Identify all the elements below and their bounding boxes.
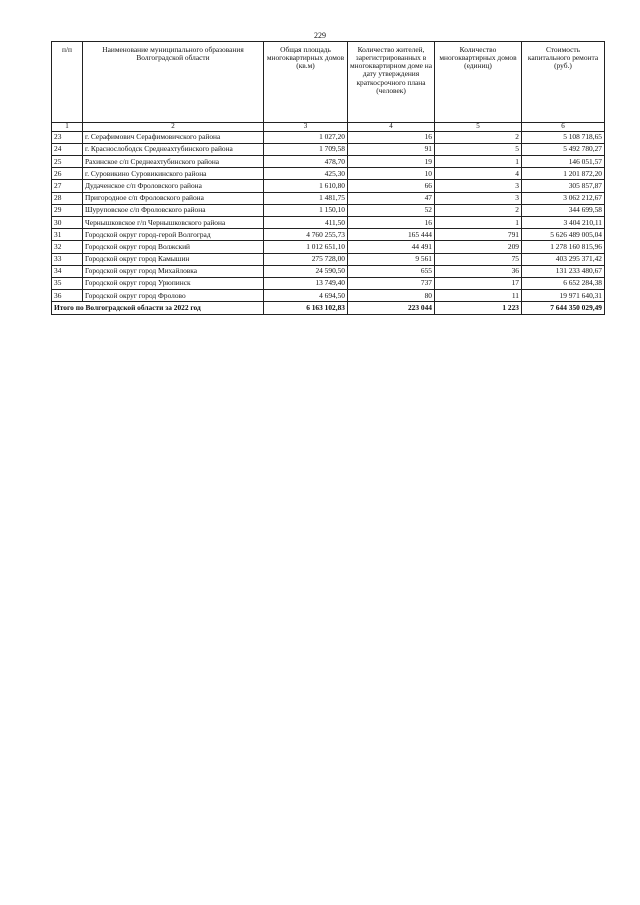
houses-value: 2 bbox=[435, 131, 522, 143]
municipality-name: Городской округ город Фролово bbox=[83, 290, 264, 302]
column-index-cell: 1 bbox=[52, 123, 83, 132]
area-value: 4 694,50 bbox=[264, 290, 348, 302]
cost-value: 5 626 489 005,04 bbox=[522, 229, 605, 241]
header-houses: Количество многоквартирных домов (единиц) bbox=[435, 42, 522, 123]
municipality-name: Пригородное с/п Фроловского района bbox=[83, 192, 264, 204]
residents-value: 9 561 bbox=[348, 253, 435, 265]
header-row bbox=[52, 42, 605, 123]
cost-value: 344 699,58 bbox=[522, 204, 605, 216]
table-row bbox=[52, 168, 605, 180]
column-index-cell: 3 bbox=[264, 123, 348, 132]
houses-value: 75 bbox=[435, 253, 522, 265]
total-residents: 223 044 bbox=[348, 302, 435, 315]
area-value: 1 610,80 bbox=[264, 180, 348, 192]
municipality-name: Городской округ город Михайловка bbox=[83, 265, 264, 277]
cost-value: 403 295 371,42 bbox=[522, 253, 605, 265]
residents-value: 16 bbox=[348, 217, 435, 229]
residents-value: 737 bbox=[348, 277, 435, 289]
area-value: 24 590,50 bbox=[264, 265, 348, 277]
municipality-name: г. Серафимович Серафимовичского района bbox=[83, 131, 264, 143]
municipality-name: Городской округ город-герой Волгоград bbox=[83, 229, 264, 241]
total-cost: 7 644 350 029,49 bbox=[522, 302, 605, 315]
row-number: 35 bbox=[52, 277, 83, 289]
row-number: 29 bbox=[52, 204, 83, 216]
municipality-name: Городской округ город Камышин bbox=[83, 253, 264, 265]
houses-value: 3 bbox=[435, 180, 522, 192]
houses-value: 209 bbox=[435, 241, 522, 253]
cost-value: 1 278 160 815,96 bbox=[522, 241, 605, 253]
area-value: 1 709,58 bbox=[264, 143, 348, 155]
table-row bbox=[52, 192, 605, 204]
residents-value: 44 491 bbox=[348, 241, 435, 253]
municipality-name: Дудаченское с/п Фроловского района bbox=[83, 180, 264, 192]
area-value: 13 749,40 bbox=[264, 277, 348, 289]
header-area: Общая площадь многоквартирных домов (кв.м) bbox=[264, 42, 348, 123]
row-number: 33 bbox=[52, 253, 83, 265]
row-number: 34 bbox=[52, 265, 83, 277]
row-number: 28 bbox=[52, 192, 83, 204]
row-number: 24 bbox=[52, 143, 83, 155]
houses-value: 5 bbox=[435, 143, 522, 155]
municipality-name: Рахинское с/п Среднеахтубинского района bbox=[83, 156, 264, 168]
residents-value: 66 bbox=[348, 180, 435, 192]
row-number: 25 bbox=[52, 156, 83, 168]
houses-value: 11 bbox=[435, 290, 522, 302]
total-houses: 1 223 bbox=[435, 302, 522, 315]
header-cost: Стоимость капитального ремонта (руб.) bbox=[522, 42, 605, 123]
residents-value: 91 bbox=[348, 143, 435, 155]
houses-value: 17 bbox=[435, 277, 522, 289]
header-num: п/п bbox=[52, 42, 83, 123]
residents-value: 16 bbox=[348, 131, 435, 143]
area-value: 4 760 255,73 bbox=[264, 229, 348, 241]
table-row bbox=[52, 265, 605, 277]
area-value: 275 728,00 bbox=[264, 253, 348, 265]
total-row bbox=[52, 302, 605, 315]
table-row bbox=[52, 204, 605, 216]
area-value: 478,70 bbox=[264, 156, 348, 168]
table-row bbox=[52, 131, 605, 143]
table-row bbox=[52, 277, 605, 289]
total-area: 6 163 102,83 bbox=[264, 302, 348, 315]
table-row bbox=[52, 290, 605, 302]
cost-value: 5 492 780,27 bbox=[522, 143, 605, 155]
cost-value: 19 971 640,31 bbox=[522, 290, 605, 302]
houses-value: 1 bbox=[435, 217, 522, 229]
houses-value: 4 bbox=[435, 168, 522, 180]
area-value: 1 012 651,10 bbox=[264, 241, 348, 253]
cost-value: 3 062 212,67 bbox=[522, 192, 605, 204]
houses-value: 2 bbox=[435, 204, 522, 216]
row-number: 32 bbox=[52, 241, 83, 253]
municipality-name: Городской округ город Волжский bbox=[83, 241, 264, 253]
header-residents: Количество жителей, зарегистрированных в многоквартирном доме на дату утверждения краткосрочного плана (человек) bbox=[348, 42, 435, 123]
residents-value: 47 bbox=[348, 192, 435, 204]
column-index-cell: 5 bbox=[435, 123, 522, 132]
houses-value: 3 bbox=[435, 192, 522, 204]
table-row bbox=[52, 241, 605, 253]
capital-repair-table bbox=[51, 41, 605, 315]
row-number: 26 bbox=[52, 168, 83, 180]
residents-value: 52 bbox=[348, 204, 435, 216]
houses-value: 791 bbox=[435, 229, 522, 241]
row-number: 23 bbox=[52, 131, 83, 143]
residents-value: 10 bbox=[348, 168, 435, 180]
municipality-name: Чернышковское г/п Чернышковского района bbox=[83, 217, 264, 229]
cost-value: 1 201 872,20 bbox=[522, 168, 605, 180]
cost-value: 6 652 284,38 bbox=[522, 277, 605, 289]
page-number: 229 bbox=[314, 31, 326, 40]
area-value: 1 481,75 bbox=[264, 192, 348, 204]
residents-value: 165 444 bbox=[348, 229, 435, 241]
area-value: 1 027,20 bbox=[264, 131, 348, 143]
cost-value: 146 051,57 bbox=[522, 156, 605, 168]
municipality-name: Шуруповское с/п Фроловского района bbox=[83, 204, 264, 216]
residents-value: 655 bbox=[348, 265, 435, 277]
cost-value: 305 857,87 bbox=[522, 180, 605, 192]
table-row bbox=[52, 180, 605, 192]
row-number: 27 bbox=[52, 180, 83, 192]
table-row bbox=[52, 253, 605, 265]
area-value: 411,50 bbox=[264, 217, 348, 229]
table-row bbox=[52, 143, 605, 155]
table-row bbox=[52, 156, 605, 168]
table-row bbox=[52, 229, 605, 241]
column-index-cell: 6 bbox=[522, 123, 605, 132]
column-index-cell: 2 bbox=[83, 123, 264, 132]
houses-value: 36 bbox=[435, 265, 522, 277]
houses-value: 1 bbox=[435, 156, 522, 168]
cost-value: 5 108 718,65 bbox=[522, 131, 605, 143]
cost-value: 131 233 480,67 bbox=[522, 265, 605, 277]
area-value: 425,30 bbox=[264, 168, 348, 180]
cost-value: 3 404 210,11 bbox=[522, 217, 605, 229]
header-name: Наименование муниципального образования Волгоградской области bbox=[83, 42, 264, 123]
row-number: 30 bbox=[52, 217, 83, 229]
row-number: 31 bbox=[52, 229, 83, 241]
total-label: Итого по Волгоградской области за 2022 год bbox=[52, 302, 264, 315]
residents-value: 80 bbox=[348, 290, 435, 302]
municipality-name: Городской округ город Урюпинск bbox=[83, 277, 264, 289]
municipality-name: г. Суровикино Суровикинского района bbox=[83, 168, 264, 180]
table-row bbox=[52, 217, 605, 229]
area-value: 1 150,10 bbox=[264, 204, 348, 216]
row-number: 36 bbox=[52, 290, 83, 302]
residents-value: 19 bbox=[348, 156, 435, 168]
column-index-cell: 4 bbox=[348, 123, 435, 132]
column-index-row bbox=[52, 123, 605, 132]
municipality-name: г. Краснослободск Среднеахтубинского района bbox=[83, 143, 264, 155]
